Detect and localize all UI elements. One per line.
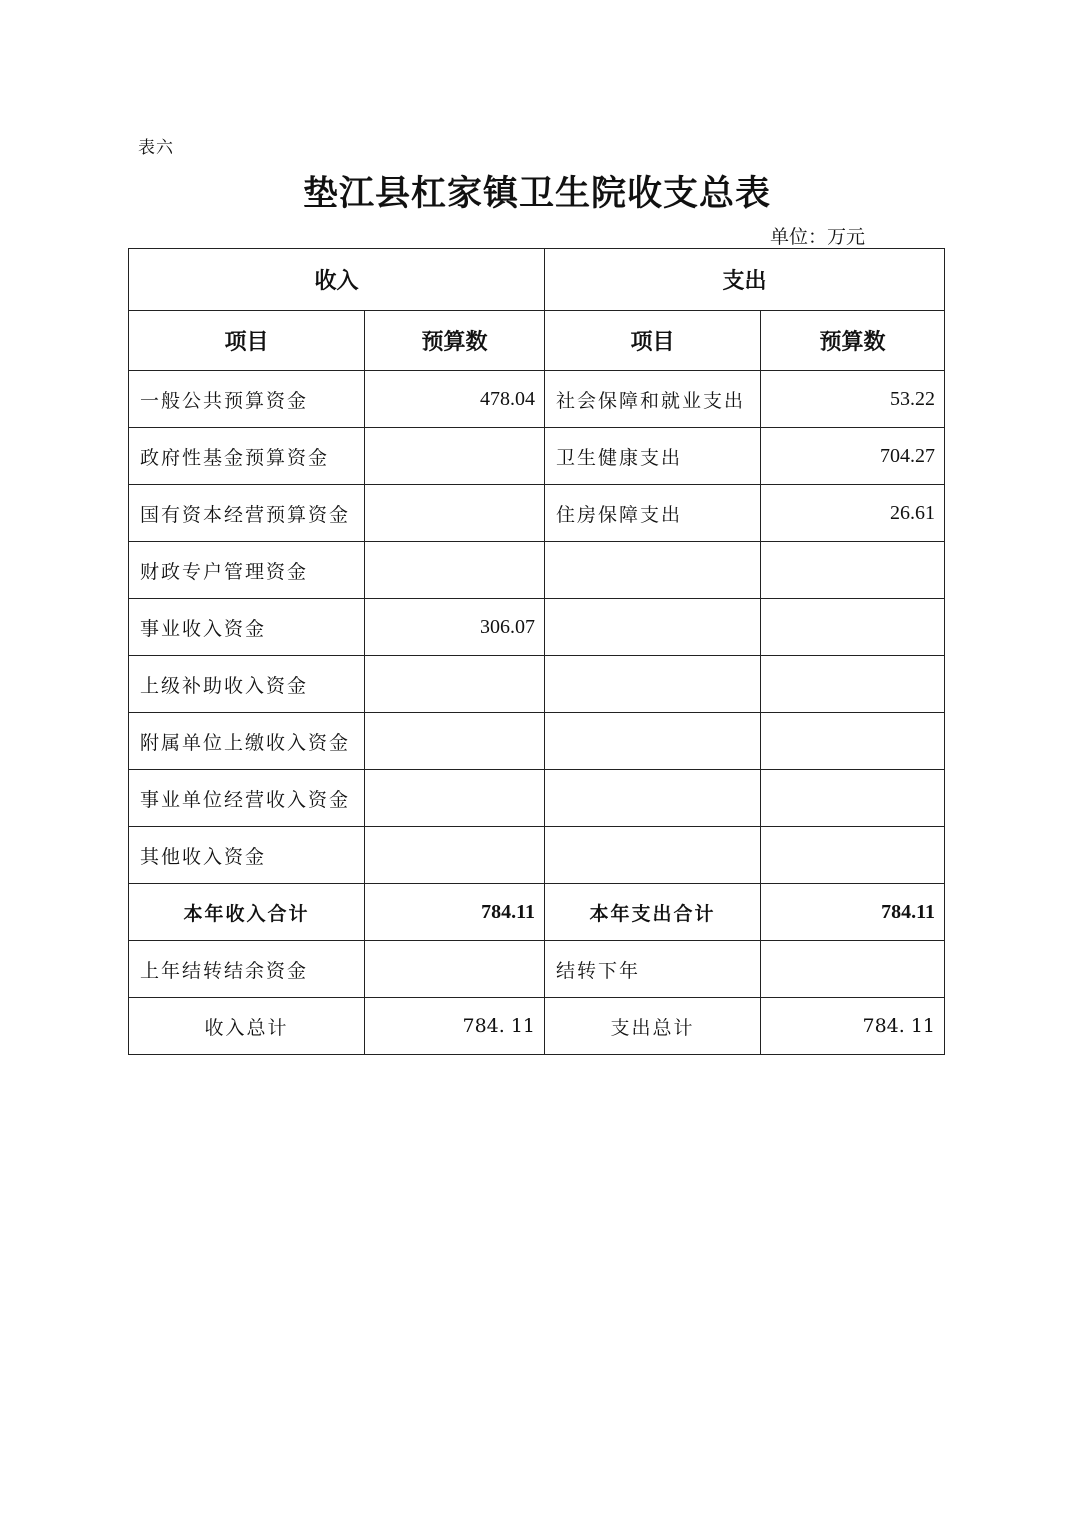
expense-item-cell: 住房保障支出: [545, 485, 761, 542]
expense-value-cell: [761, 713, 945, 770]
expense-value-cell: 704.27: [761, 428, 945, 485]
expense-value-cell: [761, 827, 945, 884]
table-row: [129, 428, 945, 485]
income-value-cell: 478.04: [365, 371, 545, 428]
expense-item-cell: 支出总计: [545, 998, 761, 1055]
expense-value-cell: 784.11: [761, 884, 945, 941]
table-row: [129, 713, 945, 770]
group-header-row: [129, 249, 945, 311]
unit-note: 单位：万元: [770, 227, 866, 248]
income-value-cell: [365, 542, 545, 599]
expense-budget-header: 预算数: [761, 311, 945, 371]
income-item-cell: 政府性基金预算资金: [129, 428, 365, 485]
income-value-cell: [365, 770, 545, 827]
income-value-cell: 306.07: [365, 599, 545, 656]
expense-item-cell: [545, 713, 761, 770]
expense-item-cell: [545, 770, 761, 827]
table-label: 表六: [138, 138, 174, 158]
table-row: [129, 485, 945, 542]
income-item-cell: 事业单位经营收入资金: [129, 770, 365, 827]
carry-over-row: [129, 941, 945, 998]
income-item-cell: 国有资本经营预算资金: [129, 485, 365, 542]
income-item-cell: 附属单位上缴收入资金: [129, 713, 365, 770]
income-value-cell: [365, 941, 545, 998]
income-item-cell: 上年结转结余资金: [129, 941, 365, 998]
expense-item-cell: 结转下年: [545, 941, 761, 998]
income-value-cell: [365, 827, 545, 884]
year-total-row: [129, 884, 945, 941]
income-item-cell: 一般公共预算资金: [129, 371, 365, 428]
income-value-cell: [365, 656, 545, 713]
income-value-cell: 784.11: [365, 884, 545, 941]
income-value-cell: 784. 11: [365, 998, 545, 1055]
expense-item-cell: [545, 656, 761, 713]
income-item-cell: 收入总计: [129, 998, 365, 1055]
expense-item-cell: [545, 827, 761, 884]
expense-item-cell: [545, 542, 761, 599]
income-item-cell: 其他收入资金: [129, 827, 365, 884]
expense-value-cell: [761, 941, 945, 998]
expense-item-cell: 本年支出合计: [545, 884, 761, 941]
income-item-cell: 财政专户管理资金: [129, 542, 365, 599]
income-value-cell: [365, 485, 545, 542]
income-value-cell: [365, 713, 545, 770]
income-expense-table: [128, 248, 945, 1055]
expense-value-cell: 784. 11: [761, 998, 945, 1055]
expense-item-cell: 社会保障和就业支出: [545, 371, 761, 428]
grand-total-row: [129, 998, 945, 1055]
expense-item-cell: 卫生健康支出: [545, 428, 761, 485]
expense-item-header: 项目: [545, 311, 761, 371]
table-row: [129, 656, 945, 713]
table-row: [129, 827, 945, 884]
income-value-cell: [365, 428, 545, 485]
table-row: [129, 542, 945, 599]
income-group-header: 收入: [129, 249, 545, 311]
page-title: 垫江县杠家镇卫生院收支总表: [302, 173, 771, 214]
expense-value-cell: [761, 599, 945, 656]
income-item-cell: 上级补助收入资金: [129, 656, 365, 713]
column-header-row: [129, 311, 945, 371]
income-item-header: 项目: [129, 311, 365, 371]
income-item-cell: 事业收入资金: [129, 599, 365, 656]
expense-group-header: 支出: [545, 249, 945, 311]
expense-value-cell: 53.22: [761, 371, 945, 428]
expense-value-cell: [761, 770, 945, 827]
expense-value-cell: [761, 542, 945, 599]
expense-item-cell: [545, 599, 761, 656]
expense-value-cell: 26.61: [761, 485, 945, 542]
table-row: [129, 770, 945, 827]
income-item-cell: 本年收入合计: [129, 884, 365, 941]
table-row: [129, 371, 945, 428]
table-row: [129, 599, 945, 656]
expense-value-cell: [761, 656, 945, 713]
income-budget-header: 预算数: [365, 311, 545, 371]
